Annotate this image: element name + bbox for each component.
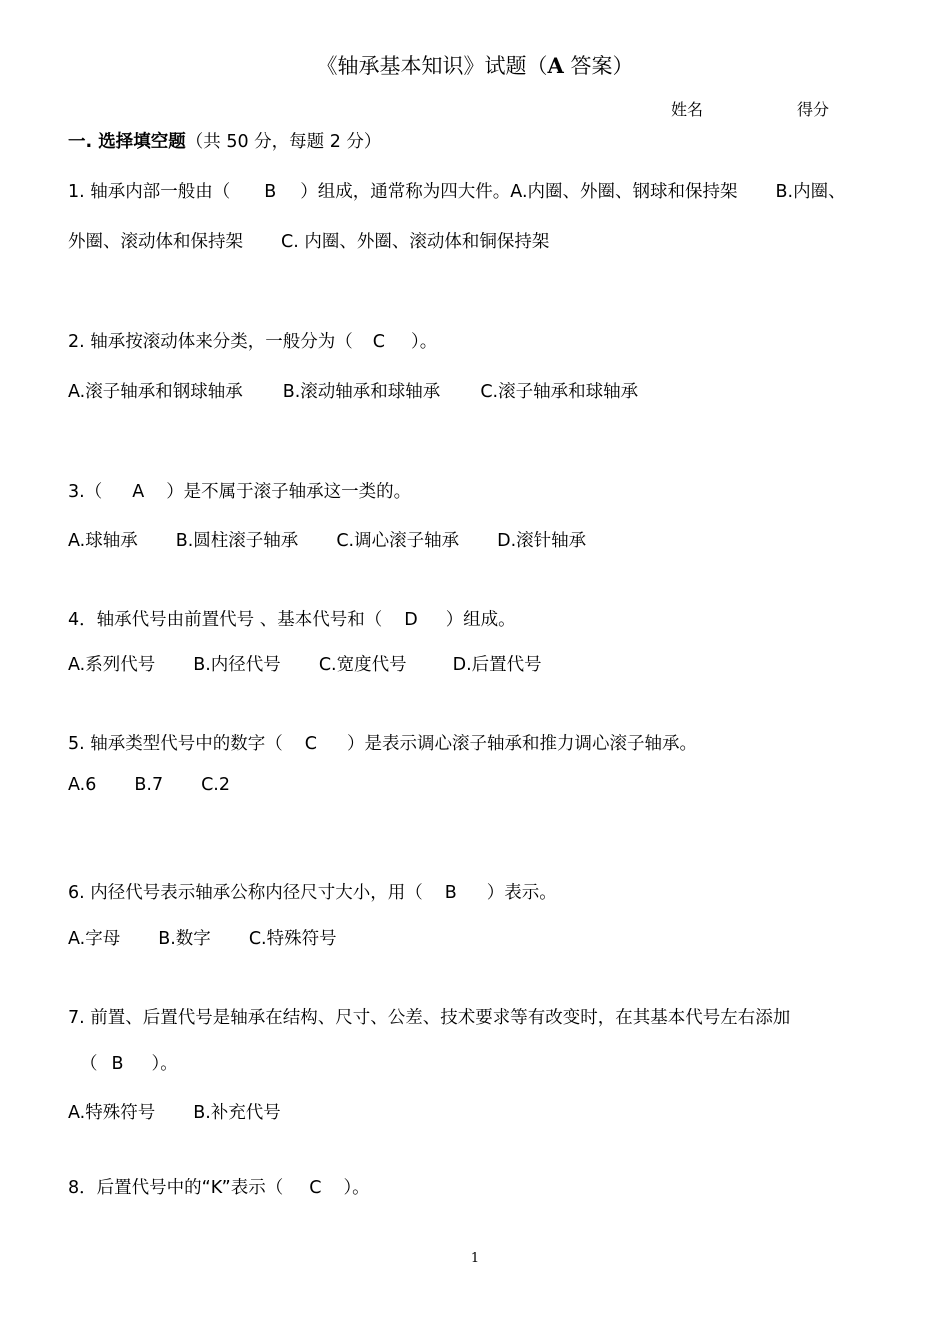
q1-option-b-end: 外圈、滚动体和保持架 [68, 232, 243, 252]
q1-stem-start: 1. 轴承内部一般由（ [68, 182, 231, 202]
question-8-stem [68, 1174, 370, 1199]
q7-stem-end: ）。 [151, 1054, 178, 1074]
question-7-stem-line-1: 7. 前置、后置代号是轴承在结构、尺寸、公差、技术要求等有改变时，在其基本代号左右添加 [68, 1008, 791, 1028]
title-variant: A [547, 53, 564, 78]
q2-option-c: C.滚子轴承和球轴承 [480, 382, 639, 402]
q3-stem-end: ）是不属于滚子轴承这一类的。 [166, 482, 412, 502]
q8-stem-end: ）。 [343, 1178, 370, 1198]
question-7-stem-line-2 [80, 1050, 178, 1075]
q6-option-c: C.特殊符号 [248, 929, 337, 949]
q4-stem-start: 4．轴承代号由前置代号 、基本代号和（ [68, 610, 383, 630]
q2-option-b: B.滚动轴承和球轴承 [282, 382, 441, 402]
q3-option-a: A.球轴承 [68, 531, 138, 551]
q6-stem-end: ）表示。 [486, 883, 557, 903]
q6-option-a: A.字母 [68, 929, 121, 949]
section-heading [68, 128, 381, 153]
q5-option-c: C.2 [201, 775, 230, 795]
q4-option-d: D.后置代号 [452, 655, 542, 675]
q7-option-b: B.补充代号 [193, 1103, 281, 1123]
question-4-options [68, 651, 542, 676]
question-1-line-2 [68, 228, 549, 253]
q4-option-c: C.宽度代号 [318, 655, 407, 675]
q4-answer: D [404, 610, 418, 630]
score-label: 得分 [797, 100, 830, 119]
q2-answer: C [372, 332, 385, 352]
q3-option-d: D.滚针轴承 [497, 531, 587, 551]
q7-paren-open: （ [80, 1054, 98, 1074]
q4-option-b: B.内径代号 [193, 655, 281, 675]
section-note: （共 50 分，每题 2 分） [185, 132, 382, 152]
title-suffix: 答案） [563, 54, 634, 78]
q1-option-b-start: B.内圈、 [775, 182, 846, 202]
q3-answer: A [132, 482, 145, 502]
question-7-options [68, 1099, 281, 1124]
question-6-stem [68, 879, 557, 904]
page-number: 1 [470, 1251, 480, 1266]
q2-option-a: A.滚子轴承和钢球轴承 [68, 382, 243, 402]
section-title: 一. 选择填空题 [68, 132, 186, 152]
question-3-stem [68, 478, 411, 503]
q6-option-b: B.数字 [158, 929, 211, 949]
question-5-stem [68, 730, 697, 755]
q1-answer: B [264, 182, 277, 202]
q3-option-c: C.调心滚子轴承 [336, 531, 460, 551]
q7-option-a: A.特殊符号 [68, 1103, 156, 1123]
question-2-stem [68, 328, 437, 353]
q2-stem-start: 2. 轴承按滚动体来分类，一般分为（ [68, 332, 353, 352]
q2-stem-end: ）。 [411, 332, 438, 352]
title-prefix: 《轴承基本知识》试题（ [316, 54, 548, 78]
question-5-options [68, 775, 230, 795]
q4-stem-end: ）组成。 [445, 610, 516, 630]
q5-option-a: A.6 [68, 775, 97, 795]
q8-stem-start: 8．后置代号中的“K”表示（ [68, 1178, 284, 1198]
q1-stem-end: ）组成，通常称为四大件。A.内圈、外圈、钢球和保持架 [300, 182, 738, 202]
document-title [0, 50, 950, 80]
q4-option-a: A.系列代号 [68, 655, 156, 675]
q3-option-b: B.圆柱滚子轴承 [175, 531, 299, 551]
question-4-stem [68, 606, 516, 631]
q7-answer: B [111, 1054, 124, 1074]
q1-option-c: C. 内圈、外圈、滚动体和铜保持架 [281, 232, 550, 252]
q5-stem-end: ）是表示调心滚子轴承和推力调心滚子轴承。 [347, 734, 697, 754]
q6-stem-start: 6. 内径代号表示轴承公称内径尺寸大小，用（ [68, 883, 423, 903]
q8-answer: C [309, 1178, 322, 1198]
q6-answer: B [444, 883, 457, 903]
question-6-options [68, 925, 337, 950]
question-3-options [68, 527, 586, 552]
question-1-line-1 [68, 178, 846, 203]
question-2-options [68, 378, 638, 403]
q5-answer: C [304, 734, 317, 754]
name-label: 姓名 [671, 100, 704, 119]
q5-option-b: B.7 [134, 775, 164, 795]
q5-stem-start: 5. 轴承类型代号中的数字（ [68, 734, 283, 754]
q3-stem-start: 3.（ [68, 482, 103, 502]
